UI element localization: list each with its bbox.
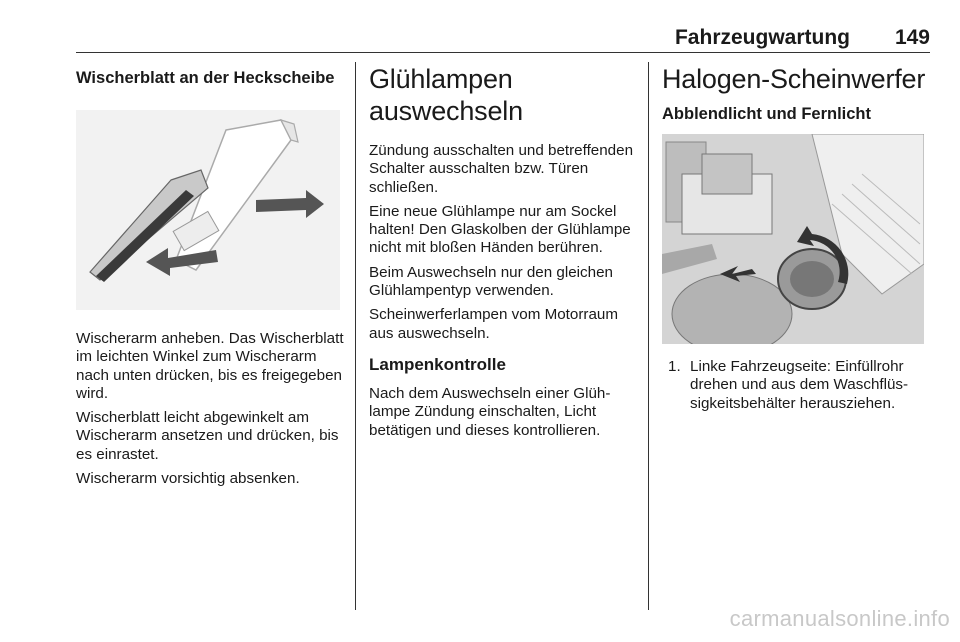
paragraph: Scheinwerferlampen vom Motorraum aus auswechseln. <box>369 306 618 342</box>
steps-list <box>662 358 930 413</box>
step-text: Linke Fahrzeugseite: Einfüllrohr drehen und aus dem Waschflüssigkeitsbehälter herausziehen. <box>690 358 909 412</box>
subheading-low-high-beam: Abblendlicht und Fernlicht <box>662 105 871 123</box>
page-number: 149 <box>894 26 930 49</box>
section-heading-rear-wiper: Wischerblatt an der Heckscheibe <box>76 69 335 87</box>
step-number: 1. <box>668 358 681 375</box>
subheading-lamp-check: Lampenkontrolle <box>369 354 506 374</box>
paragraph: Wischerarm vorsichtig absenken. <box>76 470 300 488</box>
chapter-title: Fahrzeugwartung <box>674 26 850 49</box>
paragraph: Eine neue Glühlampe nur am Sockel halten! Den Glaskolben der Glühlampe nicht mit bloßen Händen berühren. <box>369 202 631 257</box>
column-bulb-replacement <box>369 62 635 446</box>
section-title-halogen: Halogen-Scheinwerfer <box>662 64 926 94</box>
paragraph: Wischerblatt leicht abgewinkelt am Wischerarm ansetzen und drücken, bis es einrastet. <box>76 409 339 463</box>
column-divider-left <box>355 62 356 610</box>
figure-rear-wiper <box>76 110 340 310</box>
list-item <box>662 358 930 413</box>
column-halogen-headlamp <box>662 62 930 413</box>
section-title-line1: Glühlampen <box>369 64 513 94</box>
watermark-text: carmanualsonline.info <box>729 606 950 631</box>
figure-engine-bay <box>662 134 924 344</box>
paragraph: Beim Auswechseln nur den gleichen Glühlampentyp verwenden. <box>369 263 613 300</box>
section-title-line2: auswechseln <box>369 96 523 126</box>
header-rule <box>76 52 930 53</box>
engine-bay-illustration <box>662 134 924 344</box>
paragraph: Nach dem Auswechseln einer Glühlampe Zündung einschalten, Licht betätigen und dieses kontrollieren. <box>369 384 611 439</box>
paragraph: Wischerarm anheben. Das Wischerblatt im leichten Winkel zum Wischerarm nach unten drücken, bis es freigegeben wird. <box>76 330 344 402</box>
column-wiper-blade <box>76 62 344 494</box>
rear-wiper-illustration <box>76 110 340 310</box>
column-divider-right <box>648 62 649 610</box>
paragraph: Zündung ausschalten und betreffenden Schalter ausschalten bzw. Türen schließen. <box>369 142 634 196</box>
